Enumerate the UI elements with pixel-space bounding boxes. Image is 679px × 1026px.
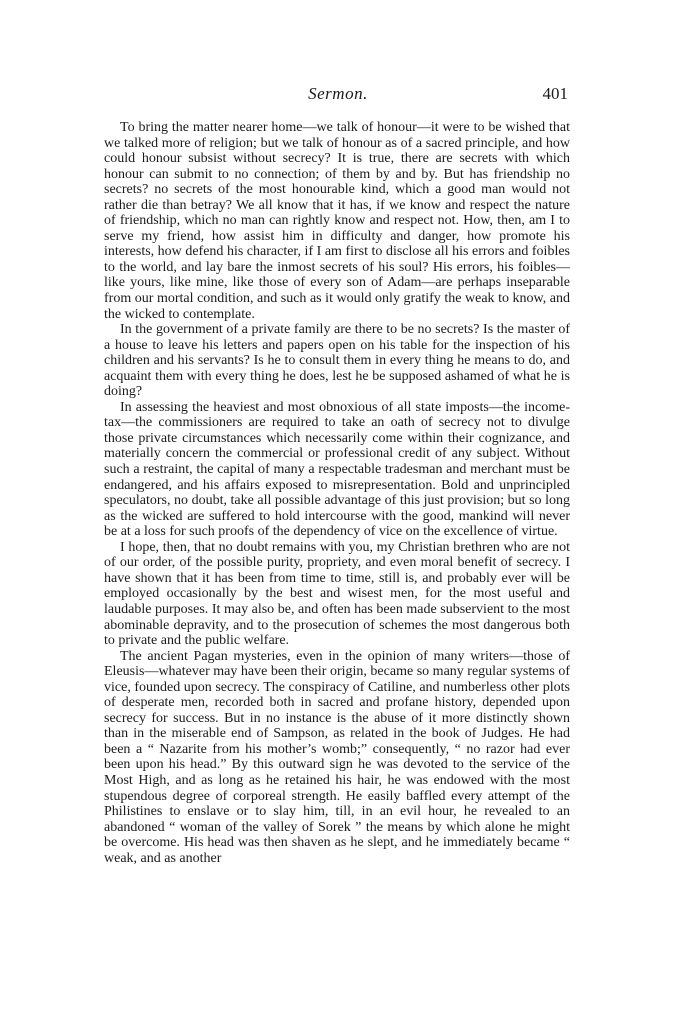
paragraph: In the government of a private family are there to be no secrets? Is the master of a house to leave his letters and papers open on his table for the inspection of his children and his servants? Is he to consult them in every thing he means to do, and acquaint them with every thing he does, lest he be supposed ashamed of what he is doing? (104, 322, 570, 400)
paragraph: In assessing the heaviest and most obnoxious of all state imposts—the income-tax—the commissioners are required to take an oath of secrecy not to divulge those private circumstances which necessarily come within their cognizance, and materially concern the commercial or professional credit of any subject. Without such a restraint, the capital of many a respectable tradesman and merchant must be endangered, and his affairs exposed to misrepresentation. Bold and unprincipled speculators, no doubt, take all possible advantage of this just provision; but so long as the wicked are suffered to hold intercourse with the good, mankind will never be at a loss for such proofs of the dependency of vice on the excellence of virtue. (104, 399, 570, 540)
paragraph: To bring the matter nearer home—we talk of honour—it were to be wished that we talked more of religion; but we talk of honour as of a sacred principle, and how could honour subsist without secrecy? It is true, there are secrets with which honour can submit to no connection; of them by and by. But has friendship no secrets? no secrets of the most honourable kind, which a good man would not rather die than betray? We all know that it has, if we know and respect the nature of friendship, which no man can rightly know and respect not. How, then, am I to serve my friend, how assist him in difficulty and danger, how promote his interests, how defend his character, if I am first to disclose all his errors and foibles to the world, and lay bare the inmost secrets of his soul? His errors, his foibles—like yours, like mine, like those of every son of Adam—are perhaps inseparable from our mortal condition, and such as it would only gratify the weak to know, and the wicked to contemplate. (104, 120, 570, 322)
page-number: 401 (542, 84, 568, 103)
paragraph: The ancient Pagan mysteries, even in the opinion of many writers—those of Eleusis—whatever may have been their origin, became so many regular systems of vice, founded upon secrecy. The conspiracy of Catiline, and numberless other plots of desperate men, recorded both in sacred and profane history, depended upon secrecy for success. But in no instance is the abuse of it more distinctly shown than in the miserable end of Sampson, as related in the book of Judges. He had been a “ Nazarite from his mother’s womb;” consequently, “ no razor had ever been upon his head.” By this outward sign he was devoted to the service of the Most High, and as long as he retained his hair, he was endowed with the most stupendous degree of corporeal strength. He easily baffled every attempt of the Philistines to enslave or to slay him, till, in an evil hour, he revealed to an abandoned “ woman of the valley of Sorek ” the means by which alone he might be overcome. His head was then shaven as he slept, and he immediately became “ weak, and as another (104, 648, 570, 866)
paragraph: I hope, then, that no doubt remains with you, my Christian brethren who are not of our order, of the possible purity, propriety, and even moral benefit of secrecy. I have shown that it has been from time to time, still is, and probably ever will be employed occasionally by the best and wisest men, for the most useful and laudable purposes. It may also be, and often has been made subservient to the most abominable depravity, and to the prosecution of schemes the most dangerous both to private and the public welfare. (104, 539, 570, 649)
running-title: Sermon. (308, 84, 368, 103)
page-header (108, 84, 568, 106)
body-text (104, 120, 570, 866)
